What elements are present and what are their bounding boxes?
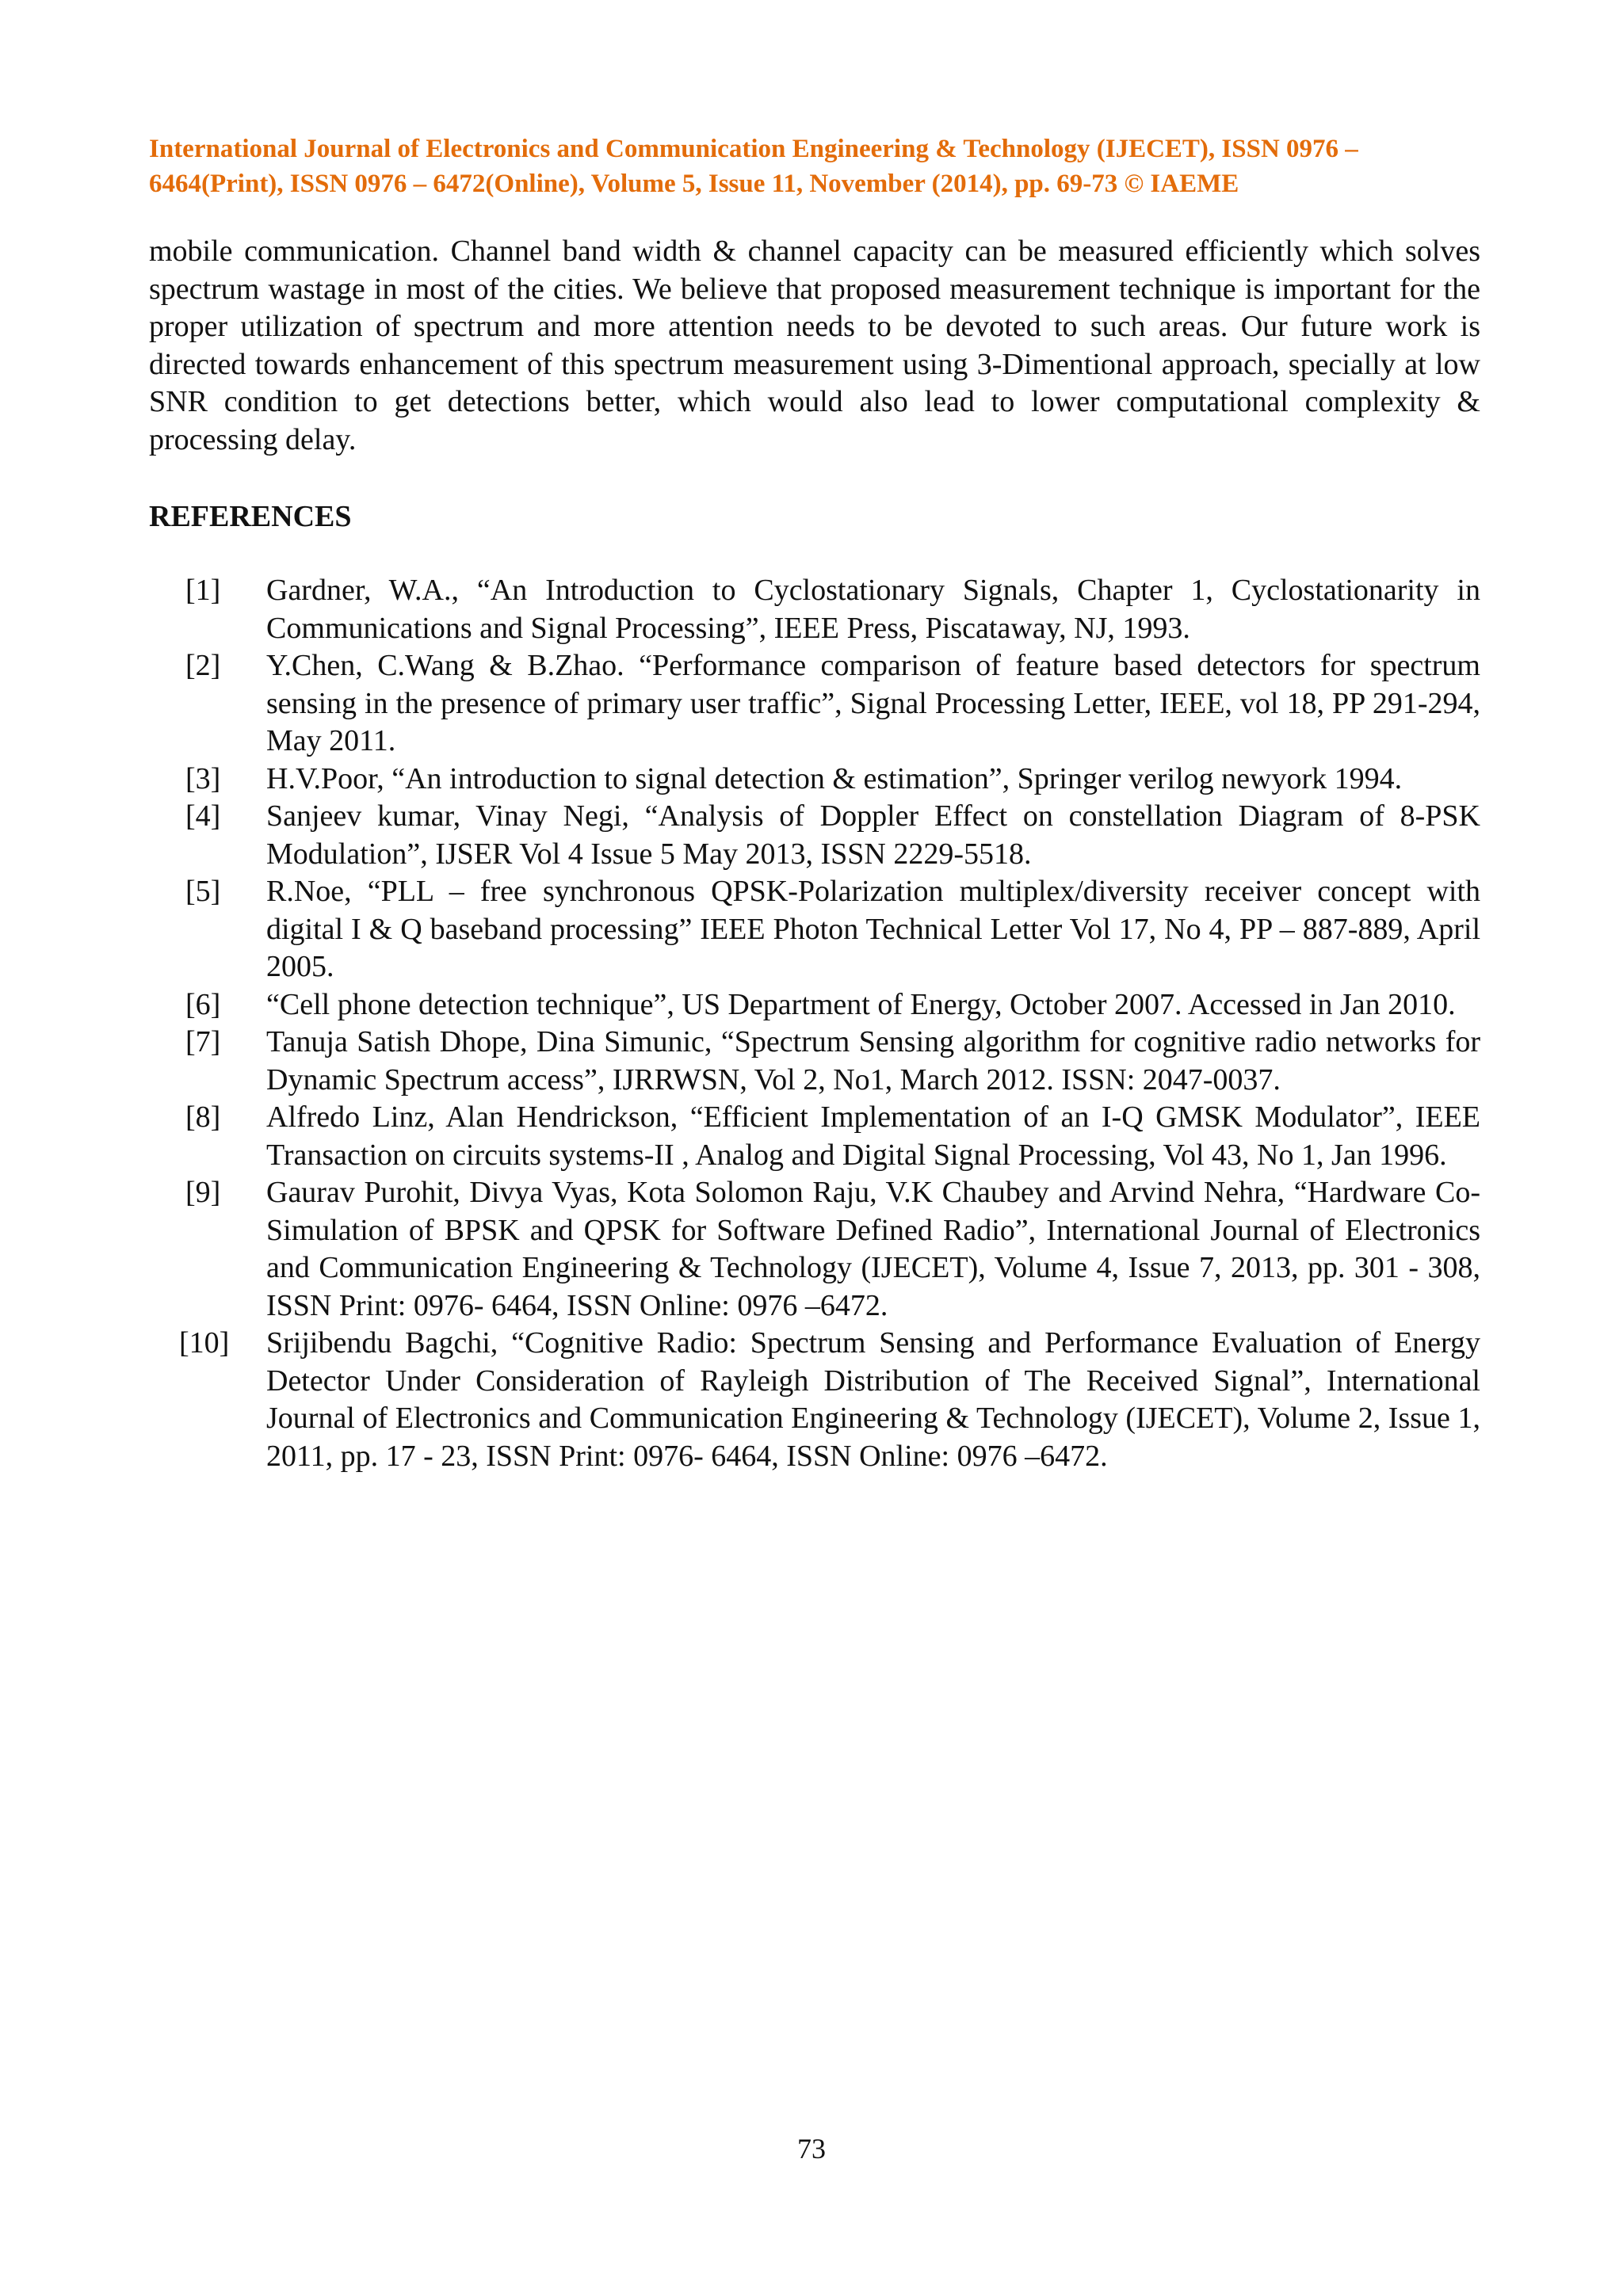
references-heading: REFERENCES	[149, 500, 352, 533]
reference-number: [5]	[185, 875, 221, 908]
reference-item-8	[149, 1099, 1480, 1174]
references-list	[149, 572, 1480, 1475]
page-number: 73	[797, 2133, 826, 2164]
reference-text: H.V.Poor, “An introduction to signal detection & estimation”, Springer verilog newyork 1994.	[266, 761, 1403, 795]
journal-header-line-1: International Journal of Electronics and Communication Engineering & Technology (IJECET), ISSN 0976 –	[149, 135, 1358, 163]
reference-text: “Cell phone detection technique”, US Department of Energy, October 2007. Accessed in Jan 2010.	[266, 987, 1456, 1021]
body-paragraph: mobile communication. Channel band width & channel capacity can be measured efficiently which solves spectrum wastage in most of the cities. We believe that proposed measurement technique is important for the proper utilization of spectrum and more attention needs to be devoted to such areas. Our future work is directed towards enhancement of this spectrum measurement using 3-Dimentional approach, specially at low SNR condition to get detections better, which would also lead to lower computational complexity & processing delay.	[149, 235, 1480, 456]
reference-number: [8]	[185, 1100, 221, 1134]
reference-text: Sanjeev kumar, Vinay Negi, “Analysis of Doppler Effect on constellation Diagram of 8-PSK Modulation”, IJSER Vol 4 Issue 5 May 2013, ISSN 2229-5518.	[266, 799, 1480, 871]
reference-number: [6]	[185, 987, 221, 1021]
reference-text: Gardner, W.A., “An Introduction to Cyclostationary Signals, Chapter 1, Cyclostationarity in Communications and Signal Processing”, IEEE Press, Piscataway, NJ, 1993.	[266, 574, 1480, 645]
reference-item-5	[149, 873, 1480, 986]
reference-number: [4]	[185, 799, 221, 833]
reference-item-2	[149, 647, 1480, 761]
journal-header-line-2: 6464(Print), ISSN 0976 – 6472(Online), Volume 5, Issue 11, November (2014), pp. 69-73 © IAEME	[149, 170, 1239, 198]
reference-number: [9]	[185, 1176, 221, 1209]
reference-number: [1]	[185, 574, 221, 607]
reference-text: R.Noe, “PLL – free synchronous QPSK-Polarization multiplex/diversity receiver concept with digital I & Q baseband processing” IEEE Photon Technical Letter Vol 17, No 4, PP – 887-889, April 2005.	[266, 875, 1480, 983]
reference-item-9	[149, 1174, 1480, 1325]
reference-number: [3]	[185, 761, 221, 795]
reference-item-7	[149, 1024, 1480, 1099]
reference-item-1	[149, 572, 1480, 647]
reference-number: [7]	[185, 1025, 221, 1058]
reference-number: [2]	[185, 649, 221, 682]
reference-text: Alfredo Linz, Alan Hendrickson, “Efficient Implementation of an I-Q GMSK Modulator”, IEEE Transaction on circuits systems-II , Analog and Digital Signal Processing, Vol 43, No 1, Jan 1996.	[266, 1100, 1480, 1172]
journal-header	[149, 132, 1480, 201]
reference-item-4	[149, 798, 1480, 873]
reference-item-6	[149, 986, 1480, 1024]
reference-text: Srijibendu Bagchi, “Cognitive Radio: Spectrum Sensing and Performance Evaluation of Energy Detector Under Consideration of Rayleigh Distribution of The Received Signal”, International Journal of Electronics and Communication Engineering & Technology (IJECET), Volume 2, Issue 1, 2011, pp. 17 - 23, ISSN Print: 0976- 6464, ISSN Online: 0976 –6472.	[266, 1326, 1480, 1473]
reference-text: Y.Chen, C.Wang & B.Zhao. “Performance comparison of feature based detectors for spectrum sensing in the presence of primary user traffic”, Signal Processing Letter, IEEE, vol 18, PP 291-294, May 2011.	[266, 649, 1480, 757]
reference-text: Tanuja Satish Dhope, Dina Simunic, “Spectrum Sensing algorithm for cognitive radio networks for Dynamic Spectrum access”, IJRRWSN, Vol 2, No1, March 2012. ISSN: 2047-0037.	[266, 1025, 1480, 1097]
reference-number: [10]	[179, 1326, 230, 1360]
reference-text: Gaurav Purohit, Divya Vyas, Kota Solomon Raju, V.K Chaubey and Arvind Nehra, “Hardware Co-Simulation of BPSK and QPSK for Software Defined Radio”, International Journal of Electronics and Communication Engineering & Technology (IJECET), Volume 4, Issue 7, 2013, pp. 301 - 308, ISSN Print: 0976- 6464, ISSN Online: 0976 –6472.	[266, 1176, 1480, 1322]
reference-item-3	[149, 761, 1480, 799]
reference-item-10	[149, 1325, 1480, 1475]
